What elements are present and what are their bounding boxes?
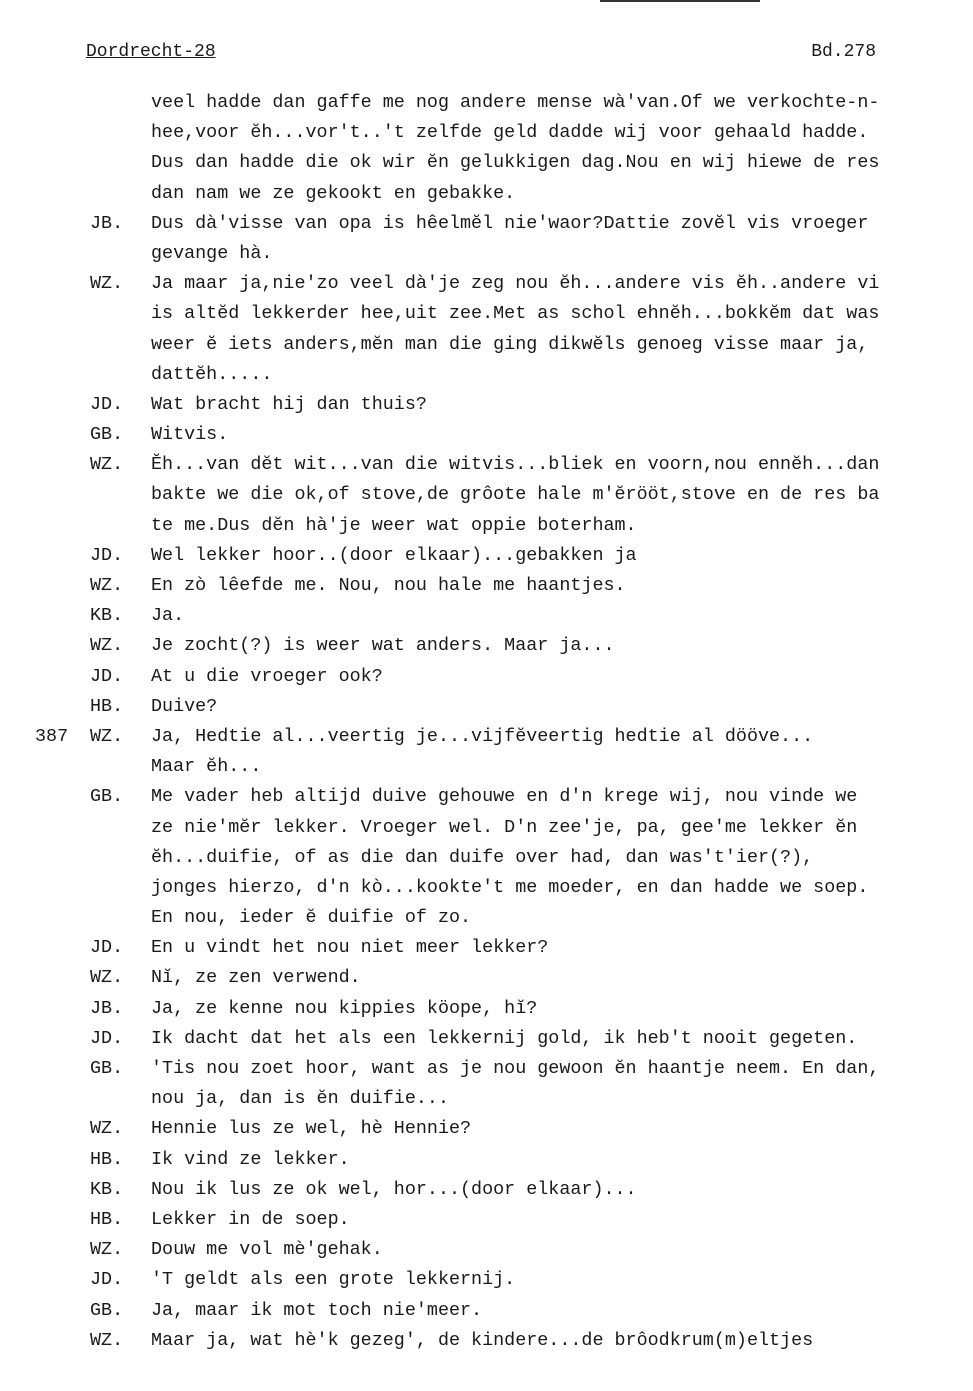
speaker-label: KB. xyxy=(90,605,124,627)
spoken-text: Duive? xyxy=(151,695,218,717)
transcript-line xyxy=(0,575,973,605)
transcript-line xyxy=(0,545,973,575)
transcript-line xyxy=(0,1179,973,1209)
spoken-text: Dus dà'visse van opa is hêelmĕl nie'waor?Dattie zovĕl vis vroeger xyxy=(151,212,869,234)
speaker-label: WZ. xyxy=(90,575,124,596)
spoken-text: te me.Dus dĕn hà'je weer wat oppie boterham. xyxy=(151,514,637,536)
transcript-line xyxy=(0,454,973,484)
page-reference: Bd.278 xyxy=(811,42,876,62)
spoken-text: jonges hierzo, d'n kò...kookte't me moeder, en dan hadde we soep. xyxy=(151,876,869,898)
speaker-label: GB. xyxy=(90,424,124,446)
speaker-label: JD. xyxy=(90,1269,124,1291)
transcript-line xyxy=(0,484,973,514)
spoken-text: Lekker in de soep. xyxy=(151,1208,350,1230)
spoken-text: Ja, maar ik mot toch nie'meer. xyxy=(151,1299,483,1321)
speaker-label: GB. xyxy=(90,1058,124,1079)
transcript-line xyxy=(0,303,973,333)
transcript-line xyxy=(0,877,973,907)
spoken-text: 'Tis nou zoet hoor, want as je nou gewoon ĕn haantje neem. En dan, xyxy=(151,1058,880,1079)
transcript-line xyxy=(0,998,973,1028)
speaker-label: JB. xyxy=(90,997,124,1019)
transcript-line xyxy=(0,756,973,786)
transcript-body xyxy=(0,92,973,1360)
spoken-text: 'T geldt als een grote lekkernij. xyxy=(151,1269,516,1291)
transcript-line xyxy=(0,847,973,877)
speaker-label: HB. xyxy=(90,1208,124,1230)
transcript-line xyxy=(0,273,973,303)
speaker-label: WZ. xyxy=(90,725,124,747)
spoken-text: Ik dacht dat het als een lekkernij gold, ik heb't nooit gegeten. xyxy=(151,1027,858,1049)
transcript-line xyxy=(0,967,973,997)
spoken-text: En nou, ieder ĕ duifie of zo. xyxy=(151,907,472,929)
speaker-label: WZ. xyxy=(90,454,124,476)
transcript-line xyxy=(0,1330,973,1360)
spoken-text: Ja maar ja,nie'zo veel dà'je zeg nou ĕh...andere vis ĕh..andere vi xyxy=(151,273,880,295)
transcript-line xyxy=(0,1149,973,1179)
transcript-line xyxy=(0,122,973,152)
transcript-line xyxy=(0,696,973,726)
transcript-line xyxy=(0,786,973,816)
spoken-text: Maar ĕh... xyxy=(151,756,262,778)
speaker-label: WZ. xyxy=(90,273,124,295)
transcript-line xyxy=(0,1239,973,1269)
transcript-line xyxy=(0,1209,973,1239)
spoken-text: Hennie lus ze wel, hè Hennie? xyxy=(151,1118,472,1140)
transcript-line xyxy=(0,937,973,967)
margin-line-number: 387 xyxy=(35,725,69,747)
transcript-line xyxy=(0,213,973,243)
transcript-line xyxy=(0,1300,973,1330)
spoken-text: veel hadde dan gaffe me nog andere mense wà'van.Of we verkochte-n- xyxy=(151,92,880,113)
spoken-text: gevange hà. xyxy=(151,242,273,264)
transcript-line xyxy=(0,726,973,756)
speaker-label: JD. xyxy=(90,1027,124,1049)
transcript-line xyxy=(0,1269,973,1299)
spoken-text: Maar ja, wat hè'k gezeg', de kindere...de brôodkrum(m)eltjes xyxy=(151,1329,814,1351)
transcript-line xyxy=(0,152,973,182)
spoken-text: Ja. xyxy=(151,605,185,627)
speaker-label: WZ. xyxy=(90,1239,124,1261)
spoken-text: Dus dan hadde die ok wir ĕn gelukkigen dag.Nou en wij hiewe de res xyxy=(151,152,880,174)
transcript-line xyxy=(0,605,973,635)
spoken-text: dan nam we ze gekookt en gebakke. xyxy=(151,182,516,204)
speaker-label: JB. xyxy=(90,212,124,234)
speaker-label: WZ. xyxy=(90,1329,124,1351)
speaker-label: JD. xyxy=(90,937,124,959)
spoken-text: Wel lekker hoor..(door elkaar)...gebakken ja xyxy=(151,544,637,566)
spoken-text: Ja, Hedtie al...veertig je...vijfĕveertig hedtie al dööve... xyxy=(151,725,814,747)
transcript-line xyxy=(0,183,973,213)
spoken-text: is altĕd lekkerder hee,uit zee.Met as schol ehnĕh...bokkĕm dat was xyxy=(151,303,880,325)
top-rule xyxy=(600,0,760,2)
page-header xyxy=(86,42,876,72)
spoken-text: Witvis. xyxy=(151,424,229,446)
transcript-line xyxy=(0,1088,973,1118)
transcript-line xyxy=(0,364,973,394)
spoken-text: Nĭ, ze zen verwend. xyxy=(151,967,361,989)
spoken-text: dattĕh..... xyxy=(151,363,273,385)
transcript-line xyxy=(0,817,973,847)
transcript-line xyxy=(0,424,973,454)
transcript-line xyxy=(0,666,973,696)
speaker-label: HB. xyxy=(90,1148,124,1170)
transcript-line xyxy=(0,635,973,665)
spoken-text: Me vader heb altijd duive gehouwe en d'n krege wij, nou vinde we xyxy=(151,786,858,808)
speaker-label: GB. xyxy=(90,1299,124,1321)
spoken-text: Douw me vol mè'gehak. xyxy=(151,1239,383,1261)
transcript-line xyxy=(0,1058,973,1088)
spoken-text: En u vindt het nou niet meer lekker? xyxy=(151,937,549,959)
spoken-text: Wat bracht hij dan thuis? xyxy=(151,393,427,415)
transcript-line xyxy=(0,92,973,122)
spoken-text: Ĕh...van dĕt wit...van die witvis...bliek en voorn,nou ennĕh...dan xyxy=(151,454,880,476)
spoken-text: bakte we die ok,of stove,de grôote hale m'ĕrööt,stove en de res ba xyxy=(151,484,880,506)
spoken-text: At u die vroeger ook? xyxy=(151,665,383,687)
transcript-line xyxy=(0,907,973,937)
speaker-label: KB. xyxy=(90,1178,124,1200)
spoken-text: Ik vind ze lekker. xyxy=(151,1148,350,1170)
speaker-label: WZ. xyxy=(90,1118,124,1140)
speaker-label: HB. xyxy=(90,695,124,717)
speaker-label: JD. xyxy=(90,665,124,687)
speaker-label: JD. xyxy=(90,393,124,415)
transcript-line xyxy=(0,1028,973,1058)
speaker-label: JD. xyxy=(90,544,124,566)
transcript-line xyxy=(0,1118,973,1148)
spoken-text: En zò lêefde me. Nou, nou hale me haantjes. xyxy=(151,575,626,596)
speaker-label: WZ. xyxy=(90,635,124,657)
transcript-line xyxy=(0,394,973,424)
speaker-label: WZ. xyxy=(90,967,124,989)
transcript-line xyxy=(0,243,973,273)
spoken-text: Je zocht(?) is weer wat anders. Maar ja... xyxy=(151,635,615,657)
spoken-text: ĕh...duifie, of as die dan duife over had, dan was't'ier(?), xyxy=(151,846,814,868)
spoken-text: Nou ik lus ze ok wel, hor...(door elkaar)... xyxy=(151,1178,637,1200)
spoken-text: Ja, ze kenne nou kippies köope, hĭ? xyxy=(151,997,538,1019)
transcript-line xyxy=(0,515,973,545)
spoken-text: ze nie'mĕr lekker. Vroeger wel. D'n zee'je, pa, gee'me lekker ĕn xyxy=(151,816,858,838)
transcript-line xyxy=(0,334,973,364)
spoken-text: hee,voor ĕh...vor't..'t zelfde geld dadde wij voor gehaald hadde. xyxy=(151,122,869,144)
spoken-text: nou ja, dan is ĕn duifie... xyxy=(151,1088,449,1110)
speaker-label: GB. xyxy=(90,786,124,808)
page-title: Dordrecht-28 xyxy=(86,42,216,62)
spoken-text: weer ĕ iets anders,mĕn man die ging dikwĕls genoeg visse maar ja, xyxy=(151,333,869,355)
